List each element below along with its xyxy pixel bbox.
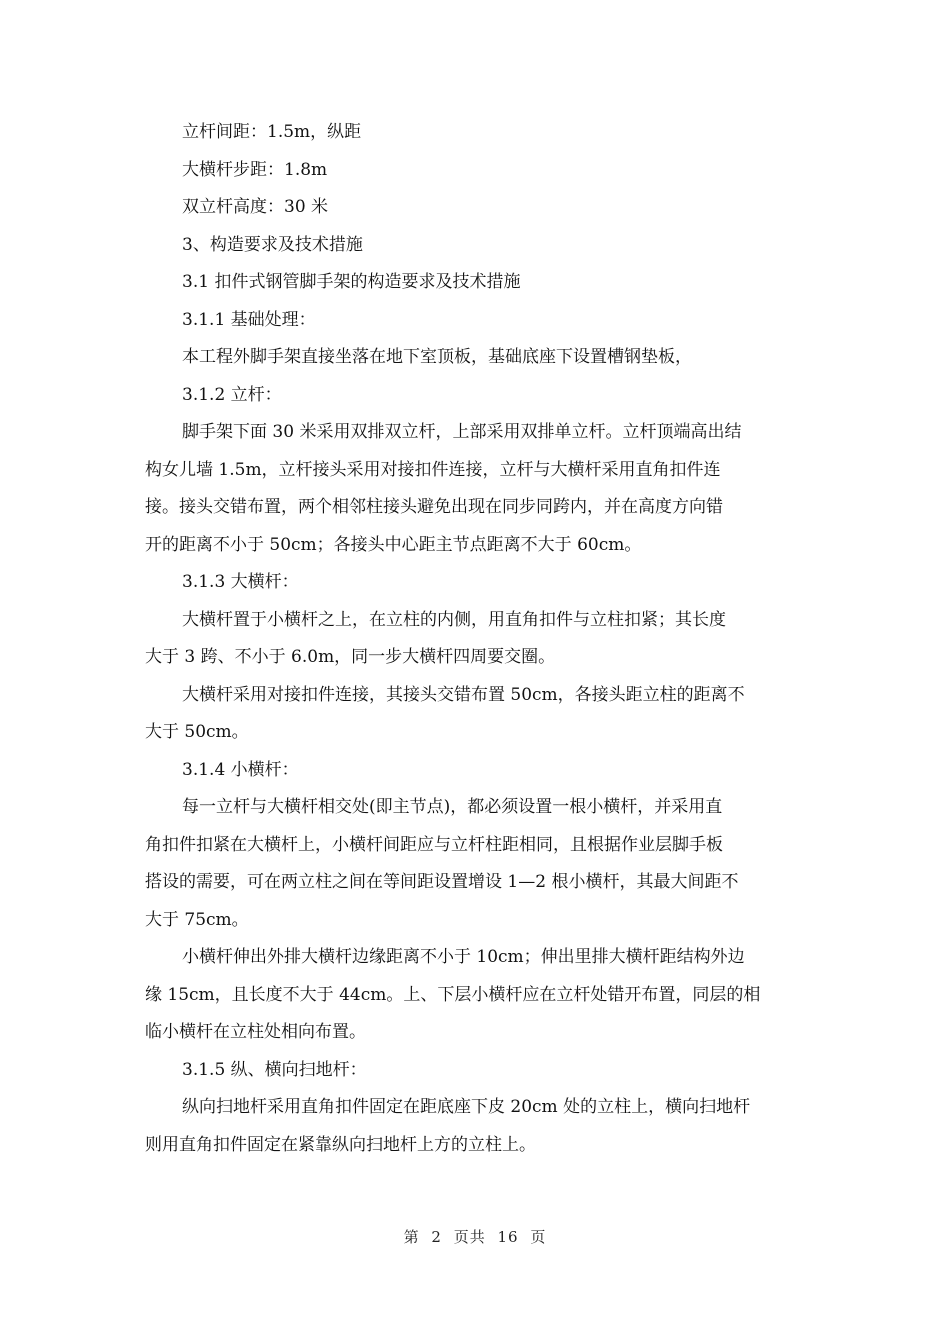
paragraph-small-crossbar-extension bbox=[145, 939, 805, 1052]
paragraph-line: 开的距离不小于 50cm；各接头中心距主节点距离不大于 60cm。 bbox=[145, 534, 642, 555]
document-body bbox=[145, 114, 805, 1164]
paragraph-line: 构女儿墙 1.5m，立杆接头采用对接扣件连接，立杆与大横杆采用直角扣件连 bbox=[145, 459, 721, 480]
section-heading-3-1-5: 3.1.5 纵、横向扫地杆： bbox=[182, 1059, 367, 1080]
section-heading-3: 3、构造要求及技术措施 bbox=[182, 234, 363, 255]
paragraph-big-crossbar-joints bbox=[145, 677, 805, 752]
paragraph-small-crossbar bbox=[145, 789, 805, 939]
section-heading-3-1-4: 3.1.4 小横杆： bbox=[182, 759, 299, 780]
section-heading-3-1: 3.1 扣件式钢管脚手架的构造要求及技术措施 bbox=[182, 272, 521, 292]
paragraph-big-crossbar bbox=[145, 602, 805, 677]
paragraph-line: 大横杆采用对接扣件连接，其接头交错布置 50cm，各接头距立柱的距离不 bbox=[182, 684, 745, 705]
paragraph-line: 大于 75cm。 bbox=[145, 909, 249, 930]
section-heading-3-1-2: 3.1.2 立杆： bbox=[182, 384, 282, 405]
paragraph-line: 大于 3 跨、不小于 6.0m，同一步大横杆四周要交圈。 bbox=[145, 647, 556, 667]
paragraph-line: 则用直角扣件固定在紧靠纵向扫地杆上方的立柱上。 bbox=[145, 1134, 536, 1155]
paragraph-line: 搭设的需要，可在两立柱之间在等间距设置增设 1—2 根小横杆，其最大间距不 bbox=[145, 872, 739, 892]
paragraph-line: 纵向扫地杆采用直角扣件固定在距底座下皮 20cm 处的立柱上，横向扫地杆 bbox=[182, 1097, 751, 1117]
paragraph-line: 脚手架下面 30 米采用双排双立杆，上部采用双排单立杆。立杆顶端高出结 bbox=[182, 422, 742, 442]
paragraph-line: 缘 15cm，且长度不大于 44cm。上、下层小横杆应在立杆处错开布置，同层的相 bbox=[145, 984, 761, 1005]
paragraph-poles bbox=[145, 414, 805, 564]
paragraph-line: 接。接头交错布置，两个相邻柱接头避免出现在同步同跨内，并在高度方向错 bbox=[145, 497, 723, 517]
paragraph-line: 角扣件扣紧在大横杆上，小横杆间距应与立杆柱距相同，且根据作业层脚手板 bbox=[145, 834, 723, 855]
paragraph-line: 大横杆置于小横杆之上，在立柱的内侧，用直角扣件与立柱扣紧；其长度 bbox=[182, 609, 726, 630]
page-number-footer: 第 2 页共 16 页 bbox=[403, 1228, 547, 1246]
text-line-foundation: 本工程外脚手架直接坐落在地下室顶板，基础底座下设置槽钢垫板， bbox=[182, 347, 692, 367]
text-line-double-pole-height: 双立杆高度：30 米 bbox=[182, 197, 329, 217]
section-heading-3-1-1: 3.1.1 基础处理： bbox=[182, 309, 316, 330]
paragraph-sweep-bars bbox=[145, 1089, 805, 1164]
paragraph-line: 临小横杆在立柱处相向布置。 bbox=[145, 1022, 366, 1042]
paragraph-line: 小横杆伸出外排大横杆边缘距离不小于 10cm；伸出里排大横杆距结构外边 bbox=[182, 947, 745, 967]
text-line-pole-spacing: 立杆间距：1.5m，纵距 bbox=[182, 122, 362, 142]
text-line-step-distance: 大横杆步距：1.8m bbox=[182, 159, 328, 180]
paragraph-line: 大于 50cm。 bbox=[145, 722, 249, 742]
paragraph-line: 每一立杆与大横杆相交处(即主节点)，都必须设置一根小横杆，并采用直 bbox=[182, 797, 723, 817]
section-heading-3-1-3: 3.1.3 大横杆： bbox=[182, 572, 299, 592]
